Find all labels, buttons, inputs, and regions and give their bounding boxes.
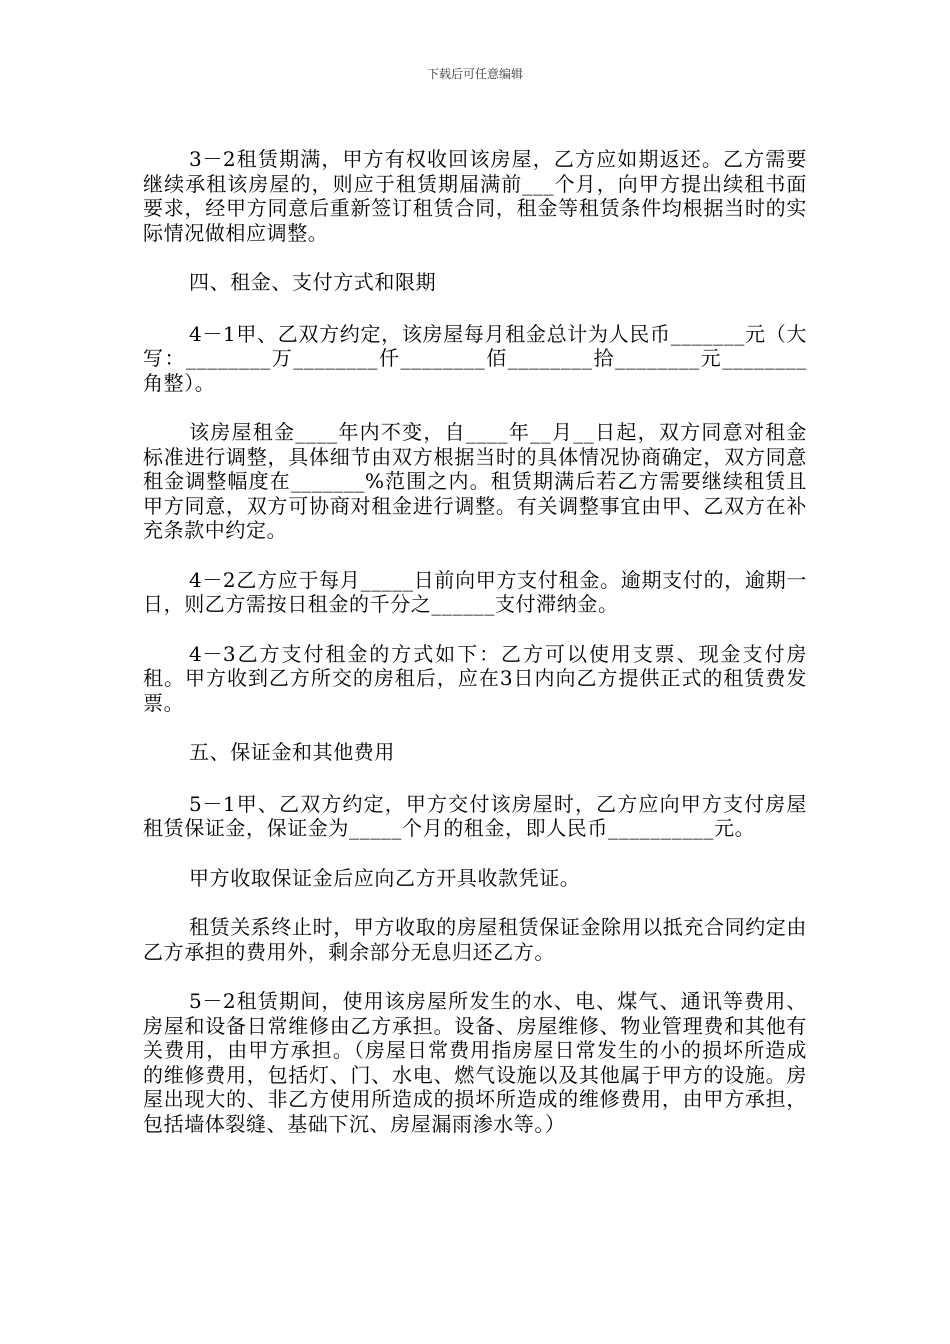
section-heading-rent: 四、租金、支付方式和限期 [189, 270, 437, 294]
clause-3-2: 3－2租赁期满，甲方有权收回该房屋，乙方应如期返还。乙方需要继续承租该房屋的，则应于租赁期届满前___个月，向甲方提出续租书面要求，经甲方同意后重新签订租赁合同，租金等租赁条件均根据当时的实际情况做相应调整。 [143, 147, 807, 245]
document-body [143, 147, 807, 1161]
clause-4-3: 4－3乙方支付租金的方式如下：乙方可以使用支票、现金支付房租。甲方收到乙方所交的房租后，应在3日内向乙方提供正式的租赁费发票。 [143, 641, 807, 715]
clause-4-2: 4－2乙方应于每月_____日前向甲方支付租金。逾期支付的，逾期一日，则乙方需按日租金的千分之______支付滞纳金。 [143, 567, 807, 616]
deposit-refund-paragraph: 租赁关系终止时，甲方收取的房屋租赁保证金除用以抵充合同约定由乙方承担的费用外，剩余部分无息归还乙方。 [143, 915, 807, 964]
clause-5-1: 5－1甲、乙双方约定，甲方交付该房屋时，乙方应向甲方支付房屋租赁保证金，保证金为_____个月的租金，即人民币__________元。 [143, 791, 807, 840]
rent-adjustment-paragraph: 该房屋租金____年内不变，自____年__月__日起，双方同意对租金标准进行调整，具体细节由双方根据当时的具体情况协商确定，双方同意租金调整幅度在_______%范围之内。租赁期满后若乙方需要继续租赁且甲方同意，双方可协商对租金进行调整。有关调整事宜由甲、乙双方在补充条款中约定。 [143, 420, 807, 542]
page-header-note: 下载后可任意编辑 [426, 67, 523, 81]
clause-5-2: 5－2租赁期间，使用该房屋所发生的水、电、煤气、通讯等费用、房屋和设备日常维修由乙方承担。设备、房屋维修、物业管理费和其他有关费用，由甲方承担。（房屋日常费用指房屋日常发生的小的损坏所造成的维修费用，包括灯、门、水电、燃气设施以及其他属于甲方的设施。房屋出现大的、非乙方使用所造成的损坏所造成的维修费用，由甲方承担，包括墙体裂缝、基础下沉、房屋漏雨渗水等。） [143, 989, 807, 1136]
deposit-receipt-paragraph: 甲方收取保证金后应向乙方开具收款凭证。 [189, 865, 581, 890]
section-heading-deposit: 五、保证金和其他费用 [189, 740, 395, 764]
clause-4-1: 4－1甲、乙双方约定，该房屋每月租金总计为人民币_______元（大写：________万________仟________佰________拾________元________角整）。 [143, 321, 807, 395]
